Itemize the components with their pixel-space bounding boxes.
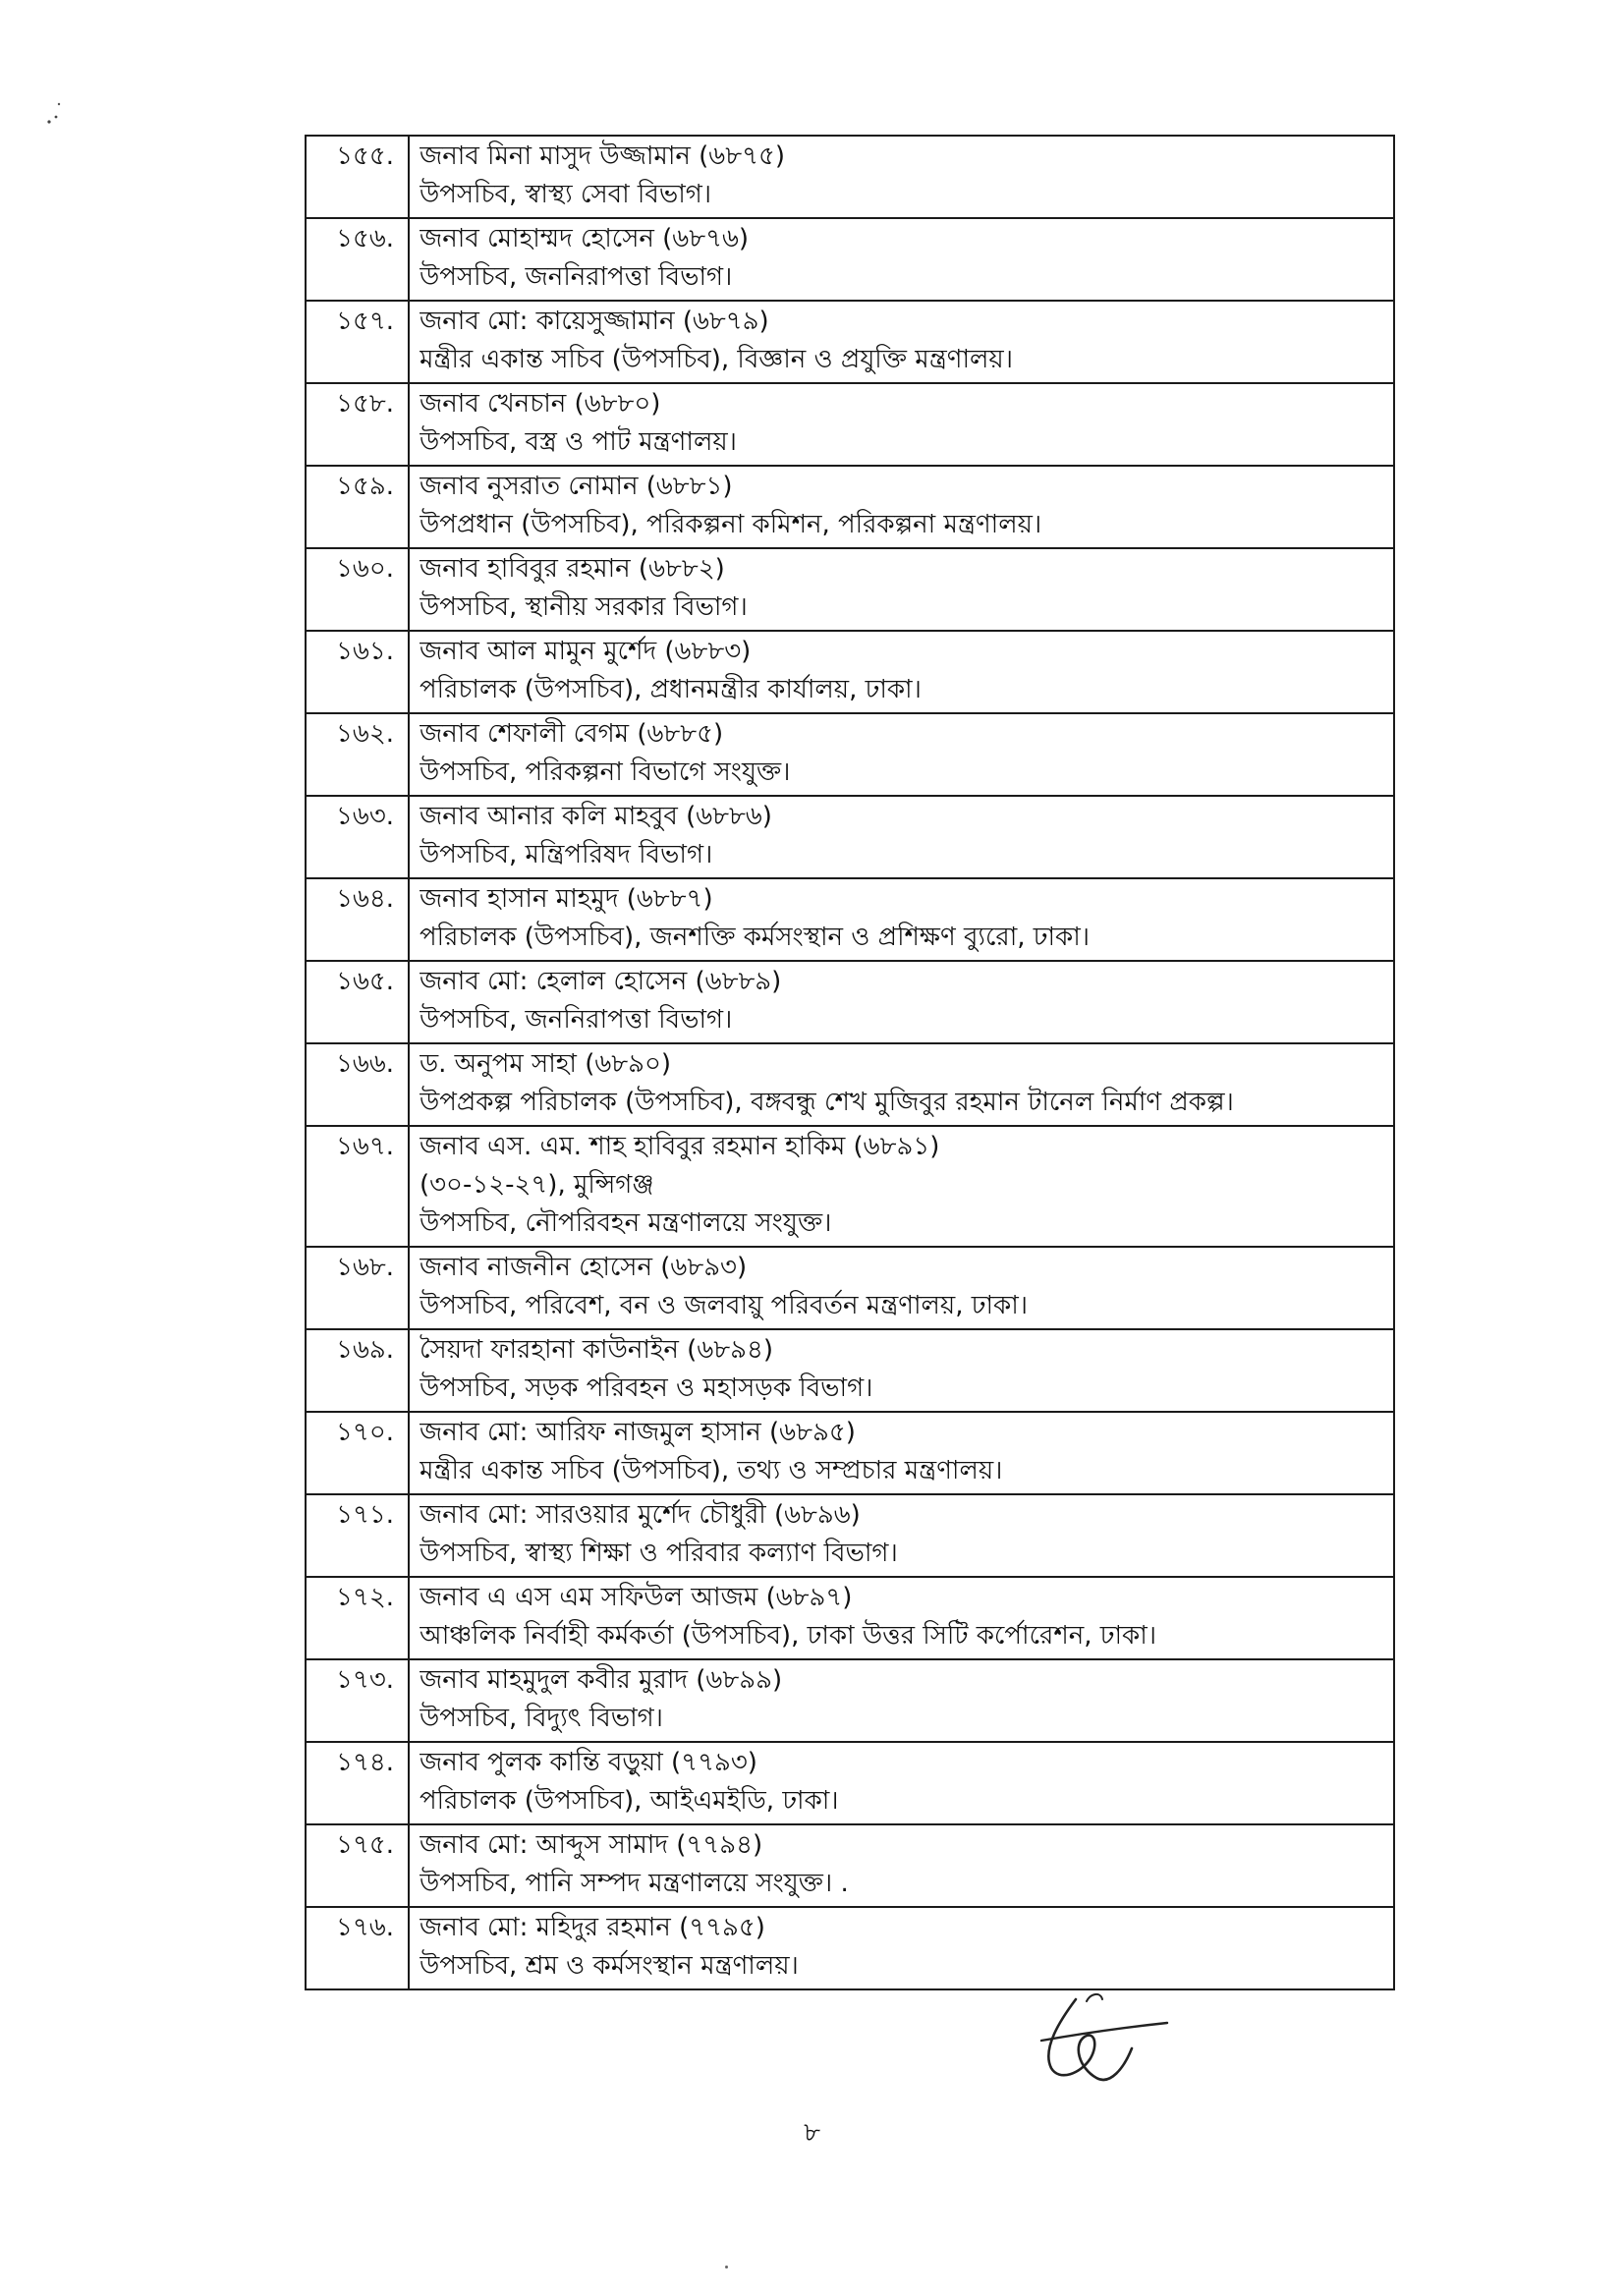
table-row: [306, 548, 1394, 631]
officer-designation: (৩০-১২-২৭), মুন্সিগঞ্জ: [420, 1170, 654, 1200]
table-row: [306, 1247, 1394, 1329]
entry-number: ১৭৫.: [306, 1824, 409, 1907]
table-row: [306, 631, 1394, 713]
officer-name: জনাব মো: হেলাল হোসেন (৬৮৮৯): [420, 967, 782, 996]
entry-details: [409, 1907, 1394, 1989]
page-number: ৮: [804, 2118, 820, 2148]
signature: [1022, 1980, 1169, 2098]
entry-number: ১৬৫.: [306, 961, 409, 1043]
officer-designation: উপসচিব, পানি সম্পদ মন্ত্রণালয়ে সংযুক্ত। .: [420, 1869, 849, 1898]
officer-designation: উপপ্রধান (উপসচিব), পরিকল্পনা কমিশন, পরিকল্পনা মন্ত্রণালয়।: [420, 510, 1042, 539]
entry-number: ১৬৬.: [306, 1043, 409, 1126]
entry-details: [409, 1824, 1394, 1907]
entry-details: [409, 136, 1394, 218]
entry-number: ১৬৩.: [306, 796, 409, 878]
table-row: [306, 1126, 1394, 1247]
officer-name: জনাব হাবিবুর রহমান (৬৮৮২): [420, 554, 725, 584]
entry-number: ১৫৭.: [306, 301, 409, 383]
entry-number: ১৫৬.: [306, 218, 409, 301]
entry-details: [409, 878, 1394, 961]
officer-designation: উপসচিব, জননিরাপত্তা বিভাগ।: [420, 262, 733, 292]
entry-details: [409, 1494, 1394, 1577]
entry-number: ১৭০.: [306, 1412, 409, 1494]
entry-details: [409, 1043, 1394, 1126]
entry-number: ১৭৩.: [306, 1659, 409, 1742]
officer-name: জনাব শেফালী বেগম (৬৮৮৫): [420, 719, 724, 749]
table-row: [306, 1659, 1394, 1742]
officer-list-body: [306, 136, 1394, 1989]
entry-number: ১৬৭.: [306, 1126, 409, 1247]
table-row: [306, 961, 1394, 1043]
table-row: [306, 713, 1394, 796]
entry-details: [409, 1329, 1394, 1412]
officer-designation: উপসচিব, স্বাস্থ্য শিক্ষা ও পরিবার কল্যাণ বিভাগ।: [420, 1539, 898, 1568]
table-row: [306, 1742, 1394, 1824]
entry-details: [409, 796, 1394, 878]
entry-number: ১৬১.: [306, 631, 409, 713]
officer-name: জনাব পুলক কান্তি বড়ুয়া (৭৭৯৩): [420, 1748, 757, 1777]
officer-name: জনাব মো: সারওয়ার মুর্শেদ চৌধুরী (৬৮৯৬): [420, 1500, 861, 1530]
officer-designation: আঞ্চলিক নির্বাহী কর্মকর্তা (উপসচিব), ঢাকা উত্তর সিটি কর্পোরেশন, ঢাকা।: [420, 1621, 1157, 1651]
officer-designation: উপসচিব, সড়ক পরিবহন ও মহাসড়ক বিভাগ।: [420, 1373, 873, 1403]
officer-designation: পরিচালক (উপসচিব), জনশক্তি কর্মসংস্থান ও প্রশিক্ষণ ব্যুরো, ঢাকা।: [420, 923, 1091, 952]
entry-details: [409, 218, 1394, 301]
entry-details: [409, 961, 1394, 1043]
table-row: [306, 1577, 1394, 1659]
officer-name: জনাব নাজনীন হোসেন (৬৮৯৩): [420, 1253, 748, 1282]
entry-details: [409, 631, 1394, 713]
table-row: [306, 1329, 1394, 1412]
entry-details: [409, 1577, 1394, 1659]
table-row: [306, 1907, 1394, 1989]
officer-name: জনাব নুসরাত নোমান (৬৮৮১): [420, 472, 733, 501]
officer-name: জনাব মাহমুদুল কবীর মুরাদ (৬৮৯৯): [420, 1665, 783, 1695]
entry-number: ১৭৬.: [306, 1907, 409, 1989]
table-row: [306, 218, 1394, 301]
entry-details: [409, 301, 1394, 383]
officer-designation: উপসচিব, স্বাস্থ্য সেবা বিভাগ।: [420, 180, 712, 209]
scan-dot: [725, 2266, 728, 2268]
entry-details: [409, 1247, 1394, 1329]
table-row: [306, 1412, 1394, 1494]
officer-name: জনাব আনার কলি মাহবুব (৬৮৮৬): [420, 802, 772, 831]
entry-number: ১৬৯.: [306, 1329, 409, 1412]
table-row: [306, 1043, 1394, 1126]
officer-designation: উপসচিব, স্থানীয় সরকার বিভাগ।: [420, 592, 748, 622]
officer-name: জনাব মো: কায়েসুজ্জামান (৬৮৭৯): [420, 307, 769, 336]
officer-name: সৈয়দা ফারহানা কাউনাইন (৬৮৯৪): [420, 1335, 773, 1365]
table-row: [306, 1824, 1394, 1907]
entry-number: ১৬৮.: [306, 1247, 409, 1329]
table-row: [306, 796, 1394, 878]
officer-name: জনাব মো: আব্দুস সামাদ (৭৭৯৪): [420, 1830, 763, 1860]
entry-details: [409, 1742, 1394, 1824]
officer-designation: উপসচিব, নৌপরিবহন মন্ত্রণালয়ে সংযুক্ত।: [420, 1208, 832, 1238]
officer-designation: উপসচিব, শ্রম ও কর্মসংস্থান মন্ত্রণালয়।: [420, 1951, 799, 1981]
officer-name: জনাব এস. এম. শাহ হাবিবুর রহমান হাকিম (৬৮৯১): [420, 1132, 940, 1161]
officer-designation: উপপ্রকল্প পরিচালক (উপসচিব), বঙ্গবন্ধু শেখ মুজিবুর রহমান টানেল নির্মাণ প্রকল্প।: [420, 1088, 1234, 1117]
officer-name: জনাব এ এস এম সফিউল আজম (৬৮৯৭): [420, 1583, 853, 1612]
officer-name: ড. অনুপম সাহা (৬৮৯০): [420, 1049, 672, 1079]
officer-list-table: [305, 135, 1395, 1990]
entry-details: [409, 1659, 1394, 1742]
entry-number: ১৫৫.: [306, 136, 409, 218]
officer-designation: উপসচিব, বিদ্যুৎ বিভাগ।: [420, 1704, 663, 1733]
officer-name: জনাব মো: মহিদুর রহমান (৭৭৯৫): [420, 1913, 765, 1942]
officer-name: জনাব আল মামুন মুর্শেদ (৬৮৮৩): [420, 637, 752, 666]
entry-details: [409, 713, 1394, 796]
entry-details: [409, 1126, 1394, 1247]
table-row: [306, 1494, 1394, 1577]
entry-details: [409, 466, 1394, 548]
entry-details: [409, 548, 1394, 631]
entry-details: [409, 383, 1394, 466]
entry-number: ১৬৪.: [306, 878, 409, 961]
table-row: [306, 878, 1394, 961]
officer-designation: উপসচিব, বস্ত্র ও পাট মন্ত্রণালয়।: [420, 427, 737, 457]
officer-designation: পরিচালক (উপসচিব), প্রধানমন্ত্রীর কার্যালয়, ঢাকা।: [420, 675, 922, 704]
table-row: [306, 301, 1394, 383]
officer-designation: মন্ত্রীর একান্ত সচিব (উপসচিব), বিজ্ঞান ও প্রযুক্তি মন্ত্রণালয়।: [420, 345, 1014, 374]
officer-designation: উপসচিব, জননিরাপত্তা বিভাগ।: [420, 1005, 733, 1035]
officer-name: জনাব খেনচান (৬৮৮০): [420, 389, 661, 419]
officer-designation: মন্ত্রীর একান্ত সচিব (উপসচিব), তথ্য ও সম্প্রচার মন্ত্রণালয়।: [420, 1456, 1003, 1485]
entry-number: ১৭৪.: [306, 1742, 409, 1824]
table-row: [306, 383, 1394, 466]
officer-designation: উপসচিব, পরিকল্পনা বিভাগে সংযুক্ত।: [420, 757, 791, 787]
officer-name: জনাব মোহাম্মদ হোসেন (৬৮৭৬): [420, 224, 750, 253]
entry-number: ১৫৯.: [306, 466, 409, 548]
entry-number: ১৬০.: [306, 548, 409, 631]
scan-specks: [45, 98, 75, 128]
entry-number: ১৫৮.: [306, 383, 409, 466]
entry-details: [409, 1412, 1394, 1494]
officer-designation: পরিচালক (উপসচিব), আইএমইডি, ঢাকা।: [420, 1786, 839, 1816]
table-row: [306, 136, 1394, 218]
entry-number: ১৭১.: [306, 1494, 409, 1577]
table-row: [306, 466, 1394, 548]
officer-designation: উপসচিব, পরিবেশ, বন ও জলবায়ু পরিবর্তন মন্ত্রণালয়, ঢাকা।: [420, 1291, 1029, 1320]
officer-name: জনাব মো: আরিফ নাজমুল হাসান (৬৮৯৫): [420, 1418, 856, 1447]
entry-number: ১৭২.: [306, 1577, 409, 1659]
officer-name: জনাব মিনা মাসুদ উজ্জামান (৬৮৭৫): [420, 141, 786, 171]
officer-name: জনাব হাসান মাহমুদ (৬৮৮৭): [420, 884, 713, 914]
officer-designation: উপসচিব, মন্ত্রিপরিষদ বিভাগ।: [420, 840, 713, 869]
entry-number: ১৬২.: [306, 713, 409, 796]
